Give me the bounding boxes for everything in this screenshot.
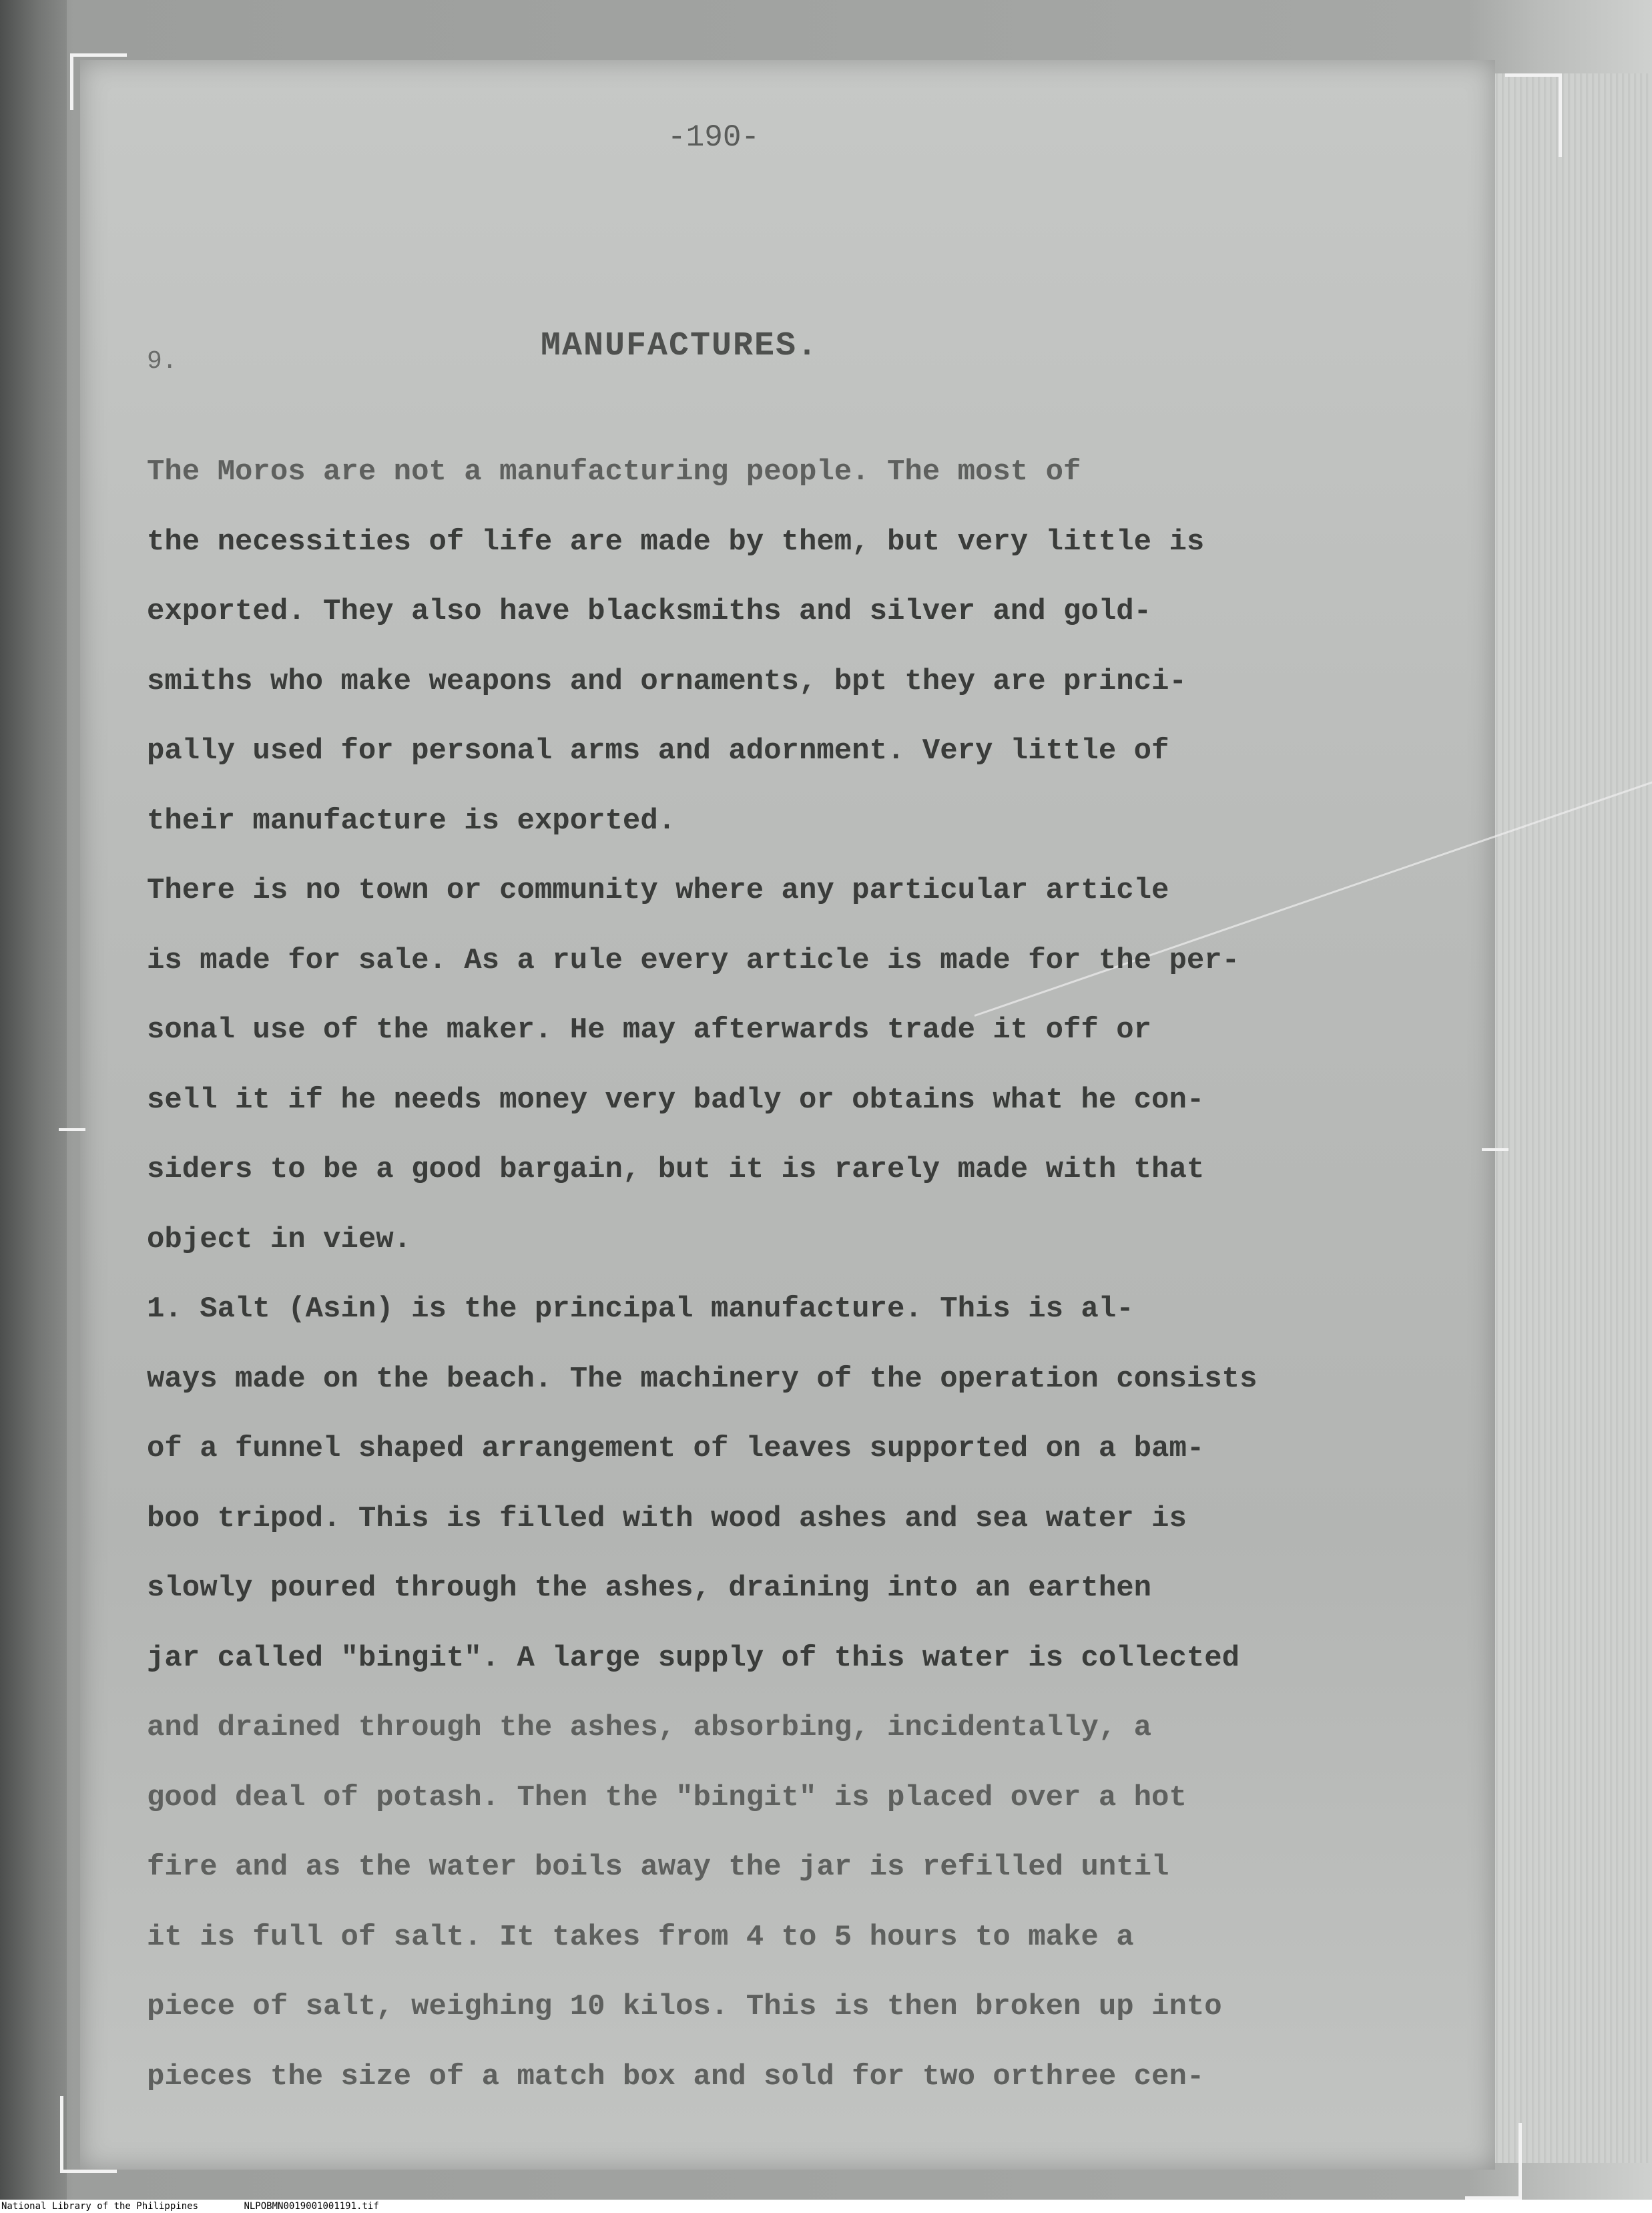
- body-line: the necessities of life are made by them, but very little is: [147, 525, 1205, 559]
- body-line: ways made on the beach. The machinery of the operation consists: [147, 1362, 1258, 1396]
- body-line: exported. They also have blacksmiths and silver and gold-: [147, 595, 1152, 628]
- body-line: their manufacture is exported.: [147, 804, 676, 838]
- body-line: object in view.: [147, 1222, 412, 1256]
- registration-tick-right: [1482, 1148, 1508, 1151]
- body-text: [147, 437, 1455, 2112]
- body-line: boo tripod. This is filled with wood ashes and sea water is: [147, 1501, 1187, 1535]
- page-edge-stack: [1468, 73, 1652, 2163]
- body-line: is made for sale. As a rule every article is made for the per-: [147, 943, 1240, 977]
- body-line: There is no town or community where any particular article: [147, 874, 1169, 907]
- footer-filename: NLPOBMN0019001001191.tif: [244, 2201, 379, 2212]
- footer-library: National Library of the Philippines: [1, 2201, 199, 2212]
- body-line: sell it if he needs money very badly or obtains what he con-: [147, 1083, 1205, 1117]
- crop-mark-top-right: [1505, 73, 1562, 157]
- section-number: 9.: [147, 347, 178, 376]
- registration-tick-left: [59, 1128, 85, 1131]
- body-line: piece of salt, weighing 10 kilos. This is then broken up into: [147, 1990, 1222, 2023]
- body-line: slowly poured through the ashes, draining into an earthen: [147, 1571, 1152, 1605]
- body-line: good deal of potash. Then the "bingit" is placed over a hot: [147, 1780, 1187, 1814]
- page-number: -190-: [667, 120, 760, 155]
- crop-mark-top-left: [70, 53, 127, 110]
- body-line: siders to be a good bargain, but it is rarely made with that: [147, 1153, 1205, 1186]
- body-line: 1. Salt (Asin) is the principal manufacture. This is al-: [147, 1292, 1134, 1326]
- body-line: it is full of salt. It takes from 4 to 5 hours to make a: [147, 1920, 1134, 1954]
- body-line: jar called "bingit". A large supply of this water is collected: [147, 1641, 1240, 1675]
- body-line: and drained through the ashes, absorbing, incidentally, a: [147, 1711, 1152, 1744]
- crop-mark-bottom-left: [60, 2096, 117, 2173]
- scan-footer: [0, 2200, 1652, 2213]
- body-line: of a funnel shaped arrangement of leaves supported on a bam-: [147, 1432, 1205, 1465]
- book-spine-shadow: [0, 0, 67, 2213]
- crop-mark-bottom-right: [1465, 2123, 1522, 2200]
- section-heading: MANUFACTURES.: [541, 327, 819, 365]
- body-line: pally used for personal arms and adornment. Very little of: [147, 734, 1169, 768]
- body-line: The Moros are not a manufacturing people. The most of: [147, 455, 1081, 489]
- body-line: fire and as the water boils away the jar is refilled until: [147, 1851, 1169, 1884]
- body-line: smiths who make weapons and ornaments, bpt they are princi-: [147, 664, 1187, 698]
- body-line: sonal use of the maker. He may afterwards trade it off or: [147, 1013, 1152, 1047]
- body-line: pieces the size of a match box and sold for two orthree cen-: [147, 2059, 1205, 2094]
